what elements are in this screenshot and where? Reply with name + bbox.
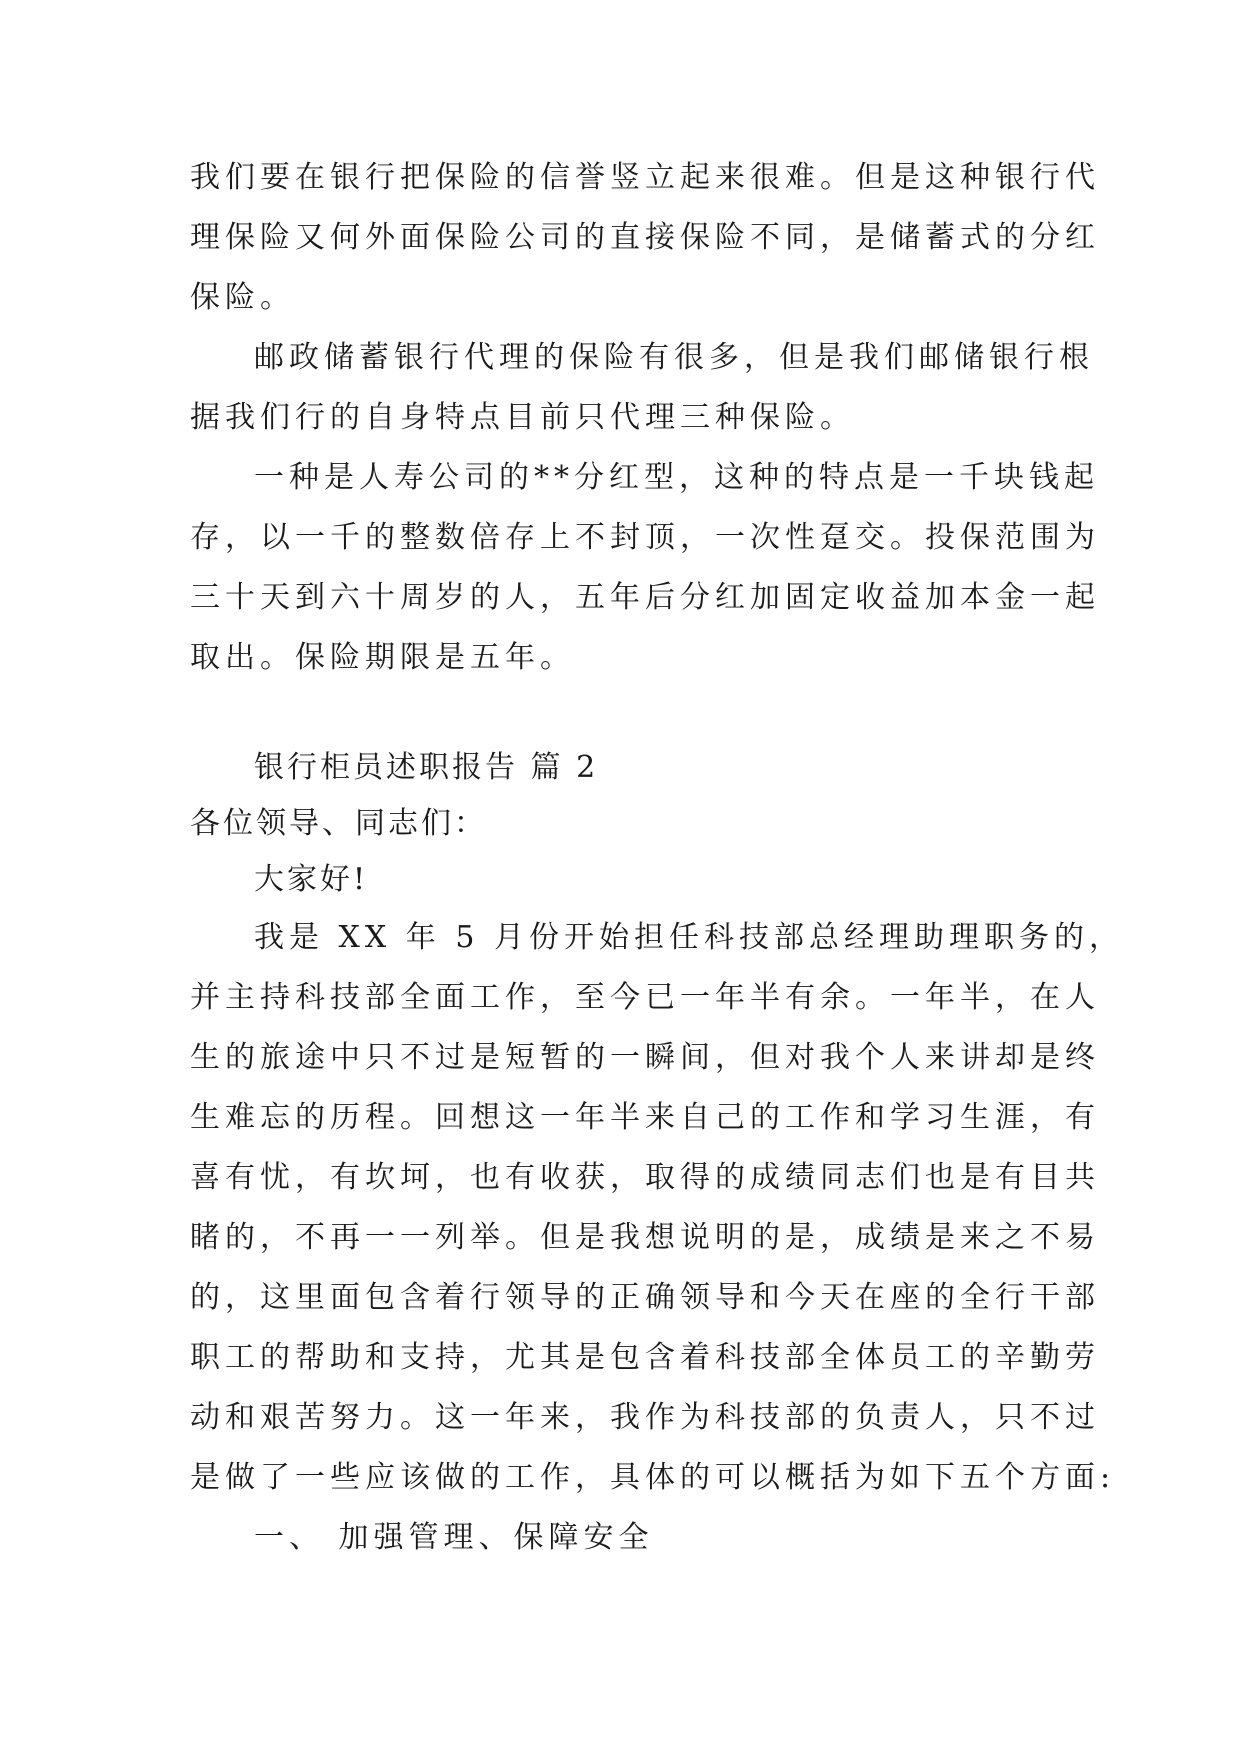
document-page: [190, 148, 1124, 1568]
paragraph-line: 存，以一千的整数倍存上不封顶，一次性趸交。投保范围为: [190, 520, 1100, 555]
greeting: 大家好!: [254, 862, 369, 897]
paragraph-line: 并主持科技部全面工作，至今已一年半有余。一年半，在人: [190, 980, 1100, 1015]
paragraph-line: 保险。: [190, 280, 295, 315]
paragraph-line: 生的旅途中只不过是短暂的一瞬间，但对我个人来讲却是终: [190, 1040, 1100, 1075]
paragraph-line: 一种是人寿公司的**分红型，这种的特点是一千块钱起: [254, 460, 1099, 495]
paragraph-line: 喜有忧，有坎坷，也有收获，取得的成绩同志们也是有目共: [190, 1160, 1100, 1195]
paragraph-line: 据我们行的自身特点目前只代理三种保险。: [190, 400, 855, 435]
salutation: 各位领导、同志们：: [190, 806, 487, 841]
paragraph-line: 三十天到六十周岁的人，五年后分红加固定收益加本金一起: [190, 580, 1100, 615]
paragraph-line: 睹的，不再一一列举。但是我想说明的是，成绩是来之不易: [190, 1220, 1100, 1255]
paragraph-line: 是做了一些应该做的工作，具体的可以概括为如下五个方面:: [190, 1460, 1116, 1495]
paragraph-line: 职工的帮助和支持，尤其是包含着科技部全体员工的辛勤劳: [190, 1340, 1100, 1375]
paragraph-line: 的，这里面包含着行领导的正确领导和今天在座的全行干部: [190, 1280, 1100, 1315]
paragraph-line: 理保险又何外面保险公司的直接保险不同，是储蓄式的分红: [190, 220, 1100, 255]
paragraph-line: 生难忘的历程。回想这一年半来自己的工作和学习生涯，有: [190, 1100, 1100, 1135]
paragraph-line: 取出。保险期限是五年。: [190, 640, 575, 675]
section-title: 银行柜员述职报告 篇 2: [254, 750, 599, 785]
subsection-heading: 一、 加强管理、保障安全: [254, 1520, 654, 1555]
paragraph-line: 我们要在银行把保险的信誉竖立起来很难。但是这种银行代: [190, 160, 1100, 195]
paragraph-line: 我是 XX 年 5 月份开始担任科技部总经理助理职务的，: [254, 920, 1124, 955]
paragraph-line: 邮政储蓄银行代理的保险有很多，但是我们邮储银行根: [254, 340, 1094, 375]
paragraph-line: 动和艰苦努力。这一年来，我作为科技部的负责人，只不过: [190, 1400, 1100, 1435]
